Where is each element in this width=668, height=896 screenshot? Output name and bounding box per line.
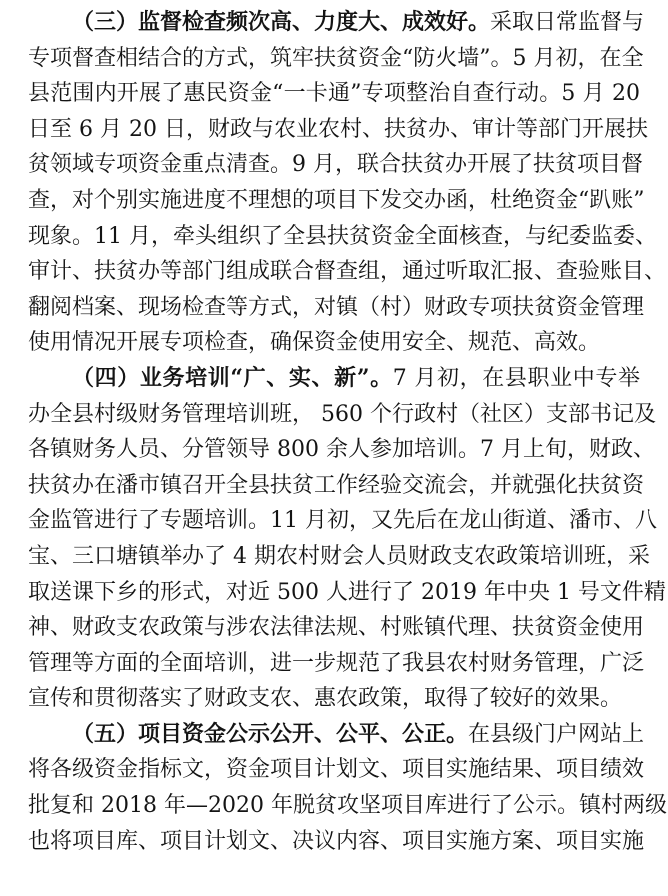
- paragraph-line: 将各级资金指标文，资金项目计划文、项目实施结果、项目绩效: [28, 757, 645, 783]
- paragraph-line: 宣传和贯彻落实了财政支农、惠农政策，取得了较好的效果。: [28, 686, 623, 712]
- section-heading: （三）监督检查频次高、力度大、成效好。: [72, 9, 491, 35]
- paragraph-text: 在县级门户网站上: [468, 721, 645, 747]
- paragraph-line: 扶贫办在潘市镇召开全县扶贫工作经验交流会，并就强化扶贫资: [28, 472, 645, 498]
- paragraph-line: 日至 6 月 20 日，财政与农业农村、扶贫办、审计等部门开展扶: [28, 116, 648, 142]
- paragraph-line: 查，对个别实施进度不理想的项目下发交办函，杜绝资金“趴账”: [28, 187, 645, 213]
- paragraph-first-line: [28, 717, 645, 753]
- paragraph-line: 金监管进行了专题培训。11 月初，又先后在龙山街道、潘市、八: [28, 508, 657, 534]
- paragraph-first-line: [28, 361, 640, 397]
- paragraph-line: 审计、扶贫办等部门组成联合督查组，通过听取汇报、查验账目、: [28, 259, 667, 285]
- section-heading: （五）项目资金公示公开、公平、公正。: [72, 720, 469, 747]
- paragraph-supervision: [28, 5, 667, 361]
- paragraph-line: 现象。11 月，牵头组织了全县扶贫资金全面核查，与纪委监委、: [28, 223, 657, 249]
- paragraph-line: 批复和 2018 年—2020 年脱贫攻坚项目库进行了公示。镇村两级: [28, 793, 667, 819]
- paragraph-first-line: [28, 5, 645, 41]
- section-heading: （四）业务培训“广、实、新”。: [72, 364, 393, 391]
- paragraph-text: 采取日常监督与: [490, 10, 645, 35]
- paragraph-line: 专项督查相结合的方式，筑牢扶贫资金“防火墙”。5 月初，在全: [28, 45, 644, 71]
- paragraph-line: 管理等方面的全面培训，进一步规范了我县农村财务管理，广泛: [28, 650, 645, 676]
- paragraph-line: 取送课下乡的形式，对近 500 人进行了 2019 年中央 1 号文件精: [28, 579, 666, 605]
- paragraph-line: 使用情况开展专项检查，确保资金使用安全、规范、高效。: [28, 330, 601, 356]
- paragraph-line: 各镇财务人员、分管领导 800 余人参加培训。7 月上旬，财政、: [28, 437, 655, 463]
- paragraph-line: 县范围内开展了惠民资金“一卡通”专项整治自查行动。5 月 20: [28, 81, 640, 107]
- paragraph-publicity: [28, 717, 667, 859]
- paragraph-text: 7 月初，在县职业中专举: [392, 365, 641, 391]
- paragraph-training: [28, 361, 666, 717]
- paragraph-line: 贫领域专项资金重点清查。9 月，联合扶贫办开展了扶贫项目督: [28, 152, 643, 178]
- paragraph-line: 翻阅档案、现场检查等方式，对镇（村）财政专项扶贫资金管理: [28, 294, 645, 320]
- paragraph-line: 宝、三口塘镇举办了 4 期农村财会人员财政支农政策培训班，采: [28, 543, 650, 569]
- paragraph-line: 办全县村级财务管理培训班， 560 个行政村（社区）支部书记及: [28, 401, 656, 427]
- paragraph-line: 神、财政支农政策与涉农法律法规、村账镇代理、扶贫资金使用: [28, 615, 645, 641]
- paragraph-line: 也将项目库、项目计划文、决议内容、项目实施方案、项目实施: [28, 828, 645, 854]
